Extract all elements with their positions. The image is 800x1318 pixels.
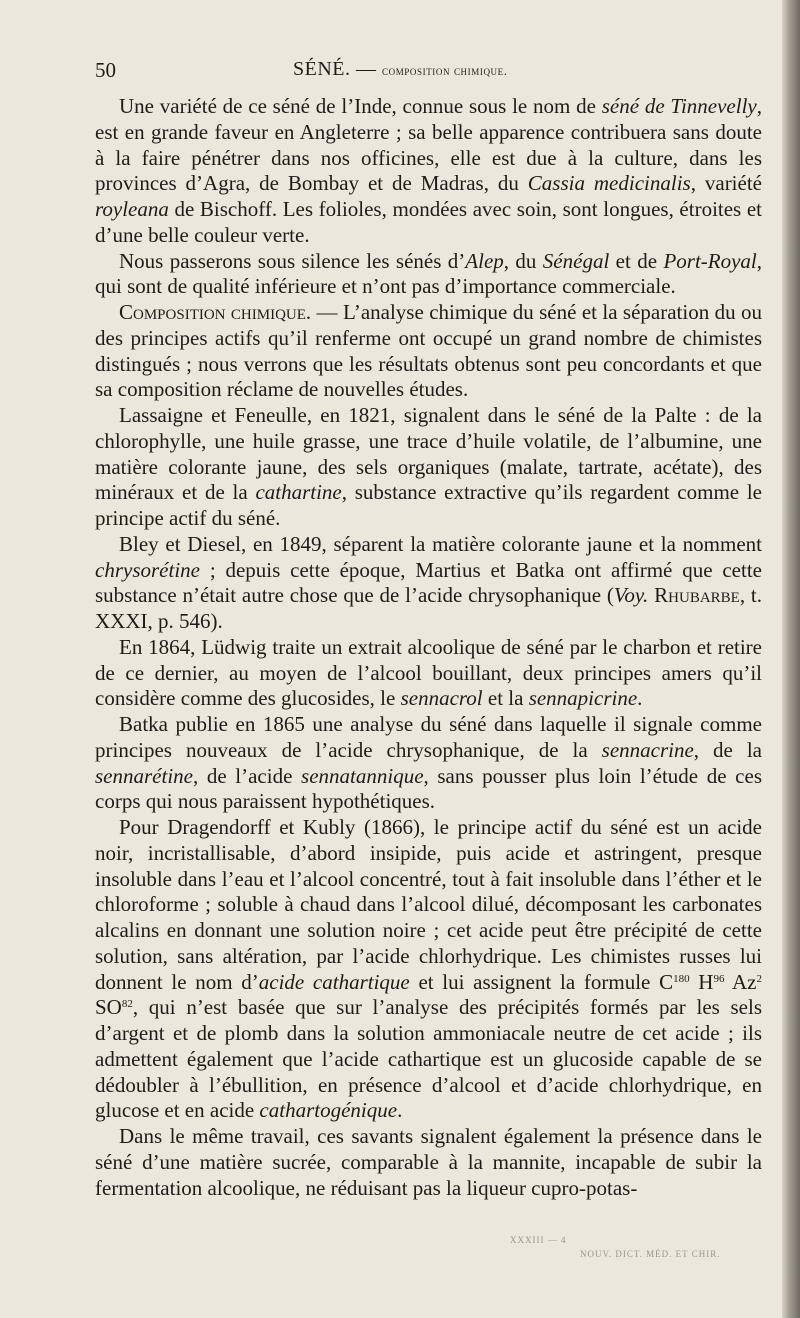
italic-term: sennacrine bbox=[601, 737, 694, 762]
paragraph bbox=[95, 403, 762, 532]
body-text bbox=[95, 94, 762, 1201]
text-run: , sans pousser plus loin l’étude de ces corps qui nous paraissent hypothétiques. bbox=[95, 763, 762, 814]
paragraph bbox=[95, 1124, 762, 1201]
text-run: , qui n’est basée que sur l’analyse des précipités formés par les sels d’argent et de plomb dans la solution ammoniacale neutre de cet acide ; ils admettent également que l’acide cathartique est un glucoside capable de se dédoubler à l’ébullition, en présence d’alcool et d’acide chlorhydrique, en glucose et en acide bbox=[95, 995, 762, 1123]
text-run: Pour Dragendorff et Kubly (1866), le principe actif du séné est un acide noir, incristallisable, d’abord insipide, puis acide et astringent, presque insoluble dans l’eau et l’alcool concentré, tout à fait insoluble dans l’éther et le chloroforme ; soluble à chaud dans l’alcool dilué, décomposant les carbonates alcalins en donnant une solution noire ; cet acide peut être précipité de cette solution, sans altération, par l’acide chlorhydrique. Les chimistes russes lui donnent le nom d’ bbox=[95, 815, 762, 994]
text-run: de Bischoff. Les folioles, mondées avec soin, sont longues, étroites et d’une belle couleur verte. bbox=[95, 197, 762, 247]
paragraph bbox=[95, 249, 762, 301]
paragraph bbox=[95, 532, 762, 635]
small-caps-term: Composition chimique. bbox=[119, 300, 312, 324]
footer-dictionary: NOUV. DICT. MÉD. ET CHIR. bbox=[580, 1249, 721, 1259]
italic-term: acide cathartique bbox=[258, 969, 410, 994]
italic-term: chrysorétine bbox=[95, 557, 200, 582]
text-run: , variété bbox=[690, 171, 762, 196]
text-run: Batka publie en 1865 une analyse du séné dans laquelle il signale comme principes nouveaux de l’acide chrysophanique, de la bbox=[95, 712, 762, 762]
text-run: . bbox=[637, 686, 643, 711]
formula-superscript: 180 bbox=[673, 972, 690, 985]
running-head-separator: — bbox=[356, 58, 377, 80]
paragraph bbox=[95, 815, 762, 1124]
italic-term: royleana bbox=[95, 197, 169, 221]
text-run: — L’analyse chimique du séné et la séparation du ou des principes actifs qu’il renferme ont occupé un grand nombre de chimistes distingués ; nous verrons que les résultats obtenus sont peu concordants et que sa composition réclame de nouvelles études. bbox=[95, 300, 762, 402]
footer-volume: XXXIII — 4 bbox=[510, 1235, 567, 1245]
text-run: , substance extractive qu’ils regardent comme le principe actif du séné. bbox=[95, 480, 763, 530]
text-run: H bbox=[689, 969, 714, 994]
formula-superscript: 96 bbox=[713, 972, 725, 985]
italic-term: sennarétine bbox=[95, 763, 193, 788]
text-run: , de l’acide bbox=[192, 763, 302, 788]
running-head-section: composition chimique. bbox=[382, 63, 508, 78]
italic-term: Cassia medicinalis bbox=[527, 171, 691, 196]
small-caps-term: Rhubarbe bbox=[654, 583, 740, 608]
text-run: . bbox=[397, 1098, 403, 1123]
running-head bbox=[293, 58, 508, 81]
text-run: et lui assignent la formule C bbox=[409, 969, 674, 994]
italic-term: Alep bbox=[465, 248, 504, 273]
formula-superscript: 2 bbox=[756, 972, 762, 985]
text-run: SO bbox=[95, 995, 122, 1020]
text-run: ; depuis cette époque, Martius et Batka ont affirmé que cette substance n’était autre chose que de l’acide chrysophanique ( bbox=[95, 557, 762, 608]
text-run: En 1864, Lüdwig traite un extrait alcoolique de séné par le charbon et retire de ce dernier, au moyen de l’alcool bouillant, deux principes amers qu’il considère comme des glucosides, le bbox=[95, 634, 762, 711]
italic-term: cathartine bbox=[255, 480, 342, 505]
page-number: 50 bbox=[95, 58, 116, 82]
text-run: Nous passerons sous silence les sénés d’ bbox=[119, 248, 466, 273]
text-run: , t. XXXI, p. 546). bbox=[95, 583, 762, 633]
italic-term: séné de Tinnevelly bbox=[601, 94, 757, 118]
paragraph bbox=[95, 300, 762, 403]
italic-term: Voy. bbox=[613, 583, 649, 608]
paragraph bbox=[95, 712, 762, 815]
text-run: Az bbox=[724, 969, 757, 994]
text-run: , du bbox=[503, 248, 543, 273]
text-run: Lassaigne et Feneulle, en 1821, signalent dans le séné de la Palte : de la chlorophylle, une huile grasse, une trace d’huile volatile, de l’albumine, une matière colorante jaune, des sels organiques (malate, tartrate, acétate), des minéraux et de la bbox=[95, 403, 762, 505]
italic-term: sennatannique bbox=[301, 763, 424, 788]
paragraph bbox=[95, 635, 762, 712]
binding-gutter bbox=[782, 0, 800, 1318]
text-run: , qui sont de qualité inférieure et n’ont pas d’importance commerciale. bbox=[95, 248, 762, 299]
paragraph bbox=[95, 94, 762, 249]
running-head-title: SÉNÉ. bbox=[293, 58, 351, 80]
text-run: Bley et Diesel, en 1849, séparent la matière colorante jaune et la nomment bbox=[119, 531, 762, 556]
formula-superscript: 82 bbox=[121, 998, 133, 1011]
text-run: , de la bbox=[693, 737, 762, 762]
italic-term: Port-Royal bbox=[663, 248, 757, 273]
text-run: Une variété de ce séné de l’Inde, connue sous le nom de bbox=[119, 94, 602, 118]
text-run: et la bbox=[482, 686, 529, 711]
text-run: Dans le même travail, ces savants signalent également la présence dans le séné d’une matière sucrée, comparable à la mannite, incapable de subir la fermentation alcoolique, ne réduisant pas la liqueur cupro-potas- bbox=[95, 1124, 762, 1200]
text-run: et de bbox=[609, 248, 664, 273]
text-run: , est en grande faveur en Angleterre ; sa belle apparence contribuera sans doute à la faire pénétrer dans nos officines, elle est due à la culture, dans les provinces d’Agra, de Bombay et de Madras, du bbox=[95, 94, 762, 196]
page-header bbox=[95, 58, 760, 88]
italic-term: Sénégal bbox=[542, 248, 610, 273]
italic-term: sennapicrine bbox=[528, 686, 638, 711]
italic-term: cathartogénique bbox=[259, 1098, 398, 1123]
italic-term: sennacrol bbox=[400, 686, 483, 711]
